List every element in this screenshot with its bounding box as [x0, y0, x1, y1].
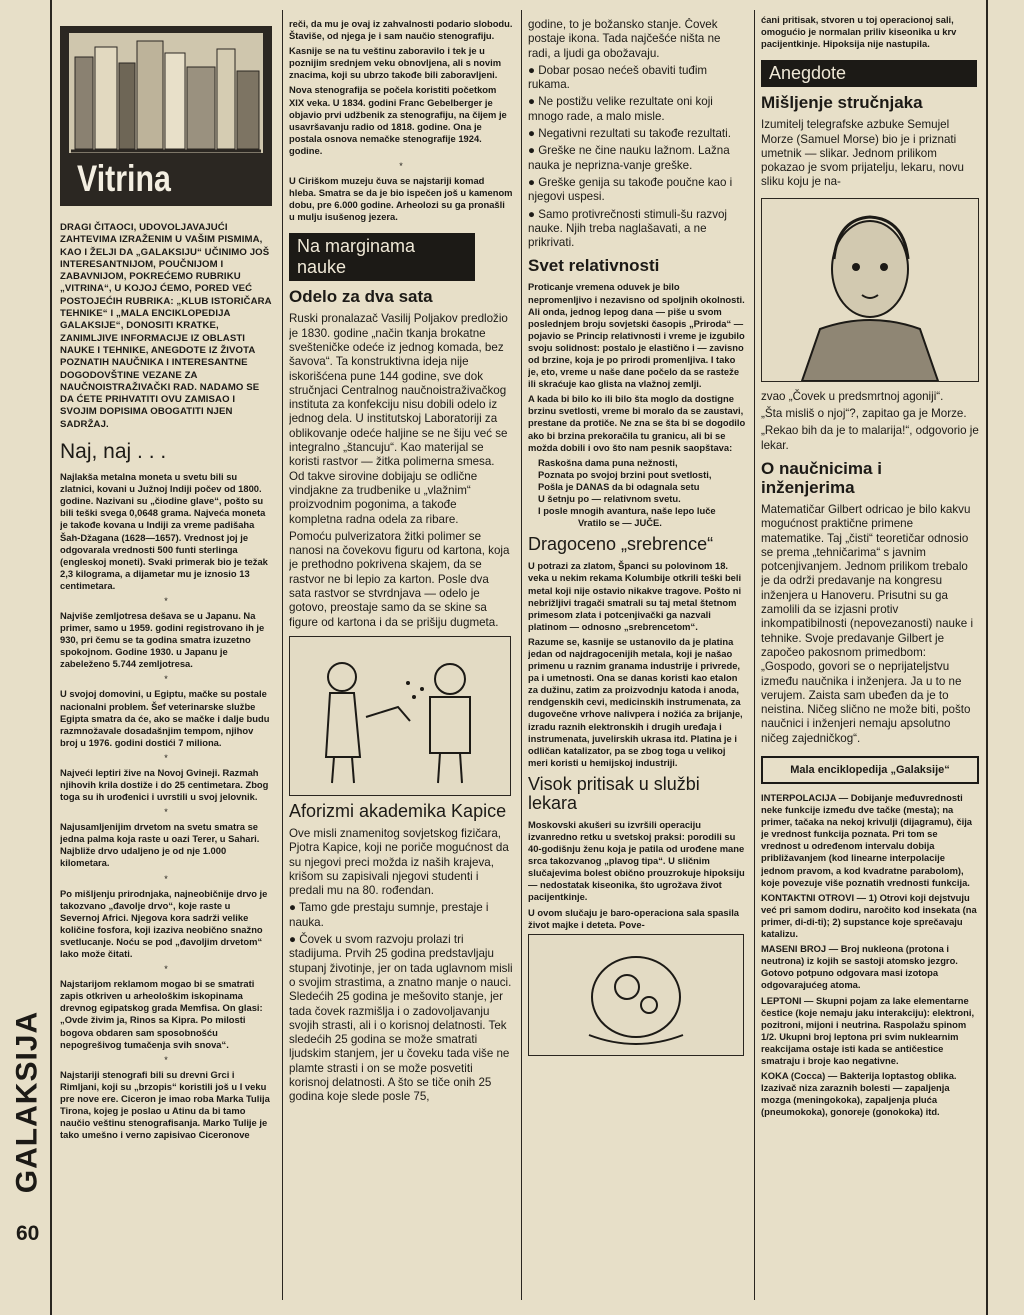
mother-baby-drawing — [529, 935, 743, 1055]
column-rule-3 — [754, 10, 755, 1300]
poem — [528, 457, 746, 530]
encyclopedia-entry: LEPTONI — Skupni pojam za lake elementarne čestice (koje nemaju jaku interakciju): elektroni, pozitroni, mijoni i neutrina. Raspolažu spinom 1/2. Ukupni broj leptona pri svim nuklearnim reakcijama ostaje isti kada se antičestice smatraju i broje kao negativne. — [761, 994, 975, 1066]
morse-portrait — [761, 198, 979, 382]
page-number: 60 — [16, 1222, 40, 1245]
separator-star: * — [164, 1054, 168, 1065]
pritisak-text: U ovom slučaju je baro-operaciona sala spasila život majke i deteta. Pove- — [528, 906, 740, 930]
misljenje-text: Izumitelj telegrafske azbuke Semujel Morze (Samuel Morse) bio je i priznati umetnik — slikar. Jednom prilikom pokazao je svom prijatelju, lekaru, novu sliku koju je na- — [761, 118, 964, 189]
aforizam: ● Greške genija su takođe poučne kao i njegovi uspesi. — [528, 176, 746, 205]
anegdote-band: Anegdote — [761, 60, 977, 87]
column-4 — [761, 14, 979, 1299]
encyclopedia-entry: KOKA (Cocca) — Bakterija loptastog oblika. Izazivač niza zaraznih bolesti — zapaljenja mozga (meningokoka), zapaljenja pluća (pneumokoka), gonoreje (gonokoka) itd. — [761, 1070, 957, 1118]
naj-item: Najstariji stenografi bili su drevni Grci i Rimljani, koji su „brzopis“ koristili još u I veku pre nove ere. Ciceron je imao roba Marka Tulija Tirona, kojeg je poslao u Atinu da bi tamo naučio veštinu stenografisanja. Marko Tulije je tako umešno i verno zapisivao Ciceronove — [60, 1068, 270, 1141]
aforizam: ● Negativni rezultati su takođe rezultati. — [528, 127, 746, 141]
encyclopedia-entry: MASENI BROJ — Broj nukleona (protona i neutrona) iz kojih se sastoji atomsko jezgro. Gotovo potpuno odgovara masi izotopa odgovarajućeg atoma. — [761, 943, 958, 991]
naj-item: Po mišljenju prirodnjaka, najneobičnije drvo je takozvano „đavolje drvo“, koje raste u Severnoj Africi. Njegova kora sadrži velike količine fosfora, koji izaziva neobično snažno svetlucanje. Noću se pod „đavoljim drvetom“ lako može čitati. — [60, 887, 268, 960]
poem-line: U šetnju po — relativnom svetu. — [538, 493, 681, 505]
misljenje-text: „Šta misliš o njoj“?, zapitao ga je Morze. — [761, 407, 967, 421]
misljenje-text: „Rekao bih da je to malarija!“, odgovorio je lekar. — [761, 424, 979, 452]
odelo-title: Odelo za dva sata — [289, 287, 433, 307]
misljenje-text: zvao „Čovek u predsmrtnoj agoniji“. — [761, 389, 944, 403]
svet-text: A kada bi bilo ko ili bilo šta moglo da dostigne brzinu svetlosti, vreme bi moralo da se zaustavi, prestane da protiče. Ne zna se šta bi se dogodilo ako bi brzina prekoračila tu granicu, ali bi se možda dobili i ovo što nam pesnik saopštava: — [528, 393, 746, 453]
bread-item: U Ciriškom muzeju čuva se najstariji komad hleba. Smatra se da je bio ispečen još u kamenom dobu, pre 6.000 godine. Arheolozi su ga pronašli u mulju isušenog jezera. — [289, 175, 513, 223]
baby-cartoon — [528, 934, 744, 1056]
cartoon-figures — [290, 637, 510, 795]
srebrence-text: U potrazi za zlatom, Španci su polovinom 18. veka u nekim rekama Kolumbije otkrili teški beli metal koji nije ostavio nikakve tragove. Pošto ni nebrižljivi tragači smatrali su taj metal štetnom primesom zlata i potcenjivački ga nazvali platinom — odnosno „srebrencetom“. — [528, 560, 742, 632]
clothing-cartoon — [289, 636, 511, 796]
naucnicima-title: O naučnicima i inženjerima — [761, 458, 882, 497]
odelo-text: Ruski pronalazač Vasilij Poljakov predložio je 1830. godine „način tkanja brokatne svešteničke odeće iz jednog komada, bez šavova“. Ta konstruktivna ideja nije iskorišćena pune 144 godine, sve dok stručnjaci Centralnog naučnoistraživačkog instituta za konfekciju nisu dobili odelo iz jednog dela. U institutskoj Laboratoriji za oblikovanje odeće haljine se ne šiju već se integralno „štancuju“. Kao materijal se koristi rastvor — žitka polimerna smesa. Od takve sirovine dobijaju se odlične vindjakne za trudbenike u „vlažnim“ proizvodnim pogonima, a takođe kompletna radna odela za ribare. — [289, 312, 508, 526]
column-rule-1 — [282, 10, 283, 1300]
aforizam: ● Čovek u svom razvoju prolazi tri stadijuma. Prvih 25 godina predstavljaju stupanj životinje, jer on tada uglavnom misli o svojim strastima, a znatno manje o nauci. Sledećih 25 godina je mešovito stanje, jer tada čovek razmišlja i o zadovoljavanju svojih strasti, ali i o korisnoj delatnosti. Tek sledećih 25 godina se može smatrati ljudskim stanjem, jer u čoveku tada više ne plamte strasti i on se može posvetiti korisnoj delatnosti. A što se tiče onih 25 godina koje slede posle 75, — [289, 933, 513, 1105]
odelo-text: Pomoću pulverizatora žitki polimer se nanosi na čovekovu figuru od kartona, koja je prethodno pokrivena skajem, da se rastvor ne bi lepio za karton. Posle dva sata rastvor se stvrdnjava — odelo je gotovo, preostaje samo da se skine sa figure od kartona i da se prišiju dugmeta. — [289, 529, 510, 629]
naj-item: Najveći leptiri žive na Novoj Gvineji. Razmah njihovih krila dostiže i do 25 centimetara. Zbog toga su ih urođenici i uvrstili u svoj jelovnik. — [60, 766, 269, 803]
editorial-intro: DRAGI ČITAOCI, UDOVOLJAVAJUĆI ZAHTEVIMA IZRAŽENIM U VAŠIM PISMIMA, KAO I ŽELJI DA „GALAKSIJU“ UČINIMO JOŠ INTERESANTNIJOM, POUČNIJOM I ZABAVNIJOM, POKREĆEMO RUBRIKU „VITRINA“, U KOJOJ ĆEMO, PORED VEĆ POSTOJEĆIH RUBRIKA: „KLUB ISTORIČARA TEHNIKE“ I „MALA ENCIKLOPEDIJA GALAKSIJE“, DONOSITI KRATKE, ZANIMLJIVE INFORMACIJE IZ OBLASTI NAUKE I TEHNIKE, ANEGDOTE IZ ŽIVOTA POZNATIH NAUČNIKA I INTERESANTNE DOGODOVŠTINE VEZANE ZA NAUČNOISTRAŽIVAČKI RAD. NADAMO SE DA ĆETE PRIHVATITI OVU ZAMISAO I SVOJIM DOPISIMA OBOGATITI NJEN SADRŽAJ. — [60, 222, 272, 430]
masthead-vertical — [12, 995, 42, 1210]
stenography-continued: reči, da mu je ovaj iz zahvalnosti podario slobodu. Štaviše, od njega je i sam naučio stenografiju. — [289, 18, 513, 42]
portrait-engraving — [762, 199, 978, 381]
naj-item: Najstarijom reklamom mogao bi se smatrati zapis otkriven u arheološkim iskopinama drevnog egipatskog grada Memfisa. On glasi: „Ovde živim ja, Rinos sa Kipra. Po milosti bogova obdaren sam sposobnošću nepogrešivog tumačenja svih snova“. — [60, 978, 263, 1050]
vitrina-header-image — [60, 26, 272, 206]
stenography-continued: Kasnije se na tu veštinu zaboravilo i tek je u poznijim srednjem veku obnovljena, ali s novim znacima, koji su ubrzo takođe bili zaboravljeni. — [289, 45, 502, 81]
aforizmi-title: Aforizmi akademika Kapice — [289, 800, 507, 821]
masthead-text: GALAKSIJA — [10, 1010, 44, 1194]
separator-star: * — [164, 964, 168, 975]
poem-line: Vratilo se — JUČE. — [578, 517, 662, 529]
poem-line: Raskošna dama puna nežnosti, — [538, 456, 678, 468]
srebrence-text: Razume se, kasnije se ustanovilo da je platina jedan od najdragocenijih metala, koji je našao primenu u raznim granama industrije i privrede, pa i umetnosti. Ona se danas koristi kao etalon za dužinu, zatim za proizvodnju katoda i anoda, rendgenskih cevi, medicinskih instrumenata, za dugovečne vrhove nalivpera i nožića za brijanje, izradu raznih elektronskih i drugih uređaja i instrumenata, juvelirskih ukrasa itd. Platina je i odličan katalizator, pa se zbog toga u velikoj meri koristi u hemijskoj industriji. — [528, 635, 743, 768]
na-marginama-band: Na marginama nauke — [289, 233, 475, 281]
pritisak-continued: ćani pritisak, stvoren u toj operacionoj sali, omogućio je normalan priliv kiseonika u krv pacijentkinje. Hipoksija nije nastupila. — [761, 14, 957, 50]
encyclopedia-box: Mala enciklopedija „Galaksije“ — [761, 756, 979, 784]
encyclopedia-entry: KONTAKTNI OTROVI — 1) Otrovi koji dejstvuju već pri samom dodiru, naročito kod insekata (na primer, di-di-ti); 2) supstance koje sprečavaju katalizu. — [761, 891, 977, 940]
aforizam: ● Dobar posao nećeš obaviti tuđim rukama. — [528, 64, 746, 93]
svet-relativnosti-title: Svet relativnosti — [528, 256, 660, 276]
naj-naj-title: Naj, naj . . . — [60, 440, 167, 464]
pritisak-title: Visok pritisak u službi lekara — [528, 773, 700, 813]
separator-star: * — [399, 161, 403, 172]
misljenje-title: Mišljenje stručnjaka — [761, 93, 923, 113]
column-rule-2 — [521, 10, 522, 1300]
aforizam: ● Ne postižu velike rezultate oni koji mnogo rade, a malo misle. — [528, 95, 746, 124]
separator-star: * — [164, 807, 168, 818]
poem-line: Poznata po svojoj brzini pout svetlosti, — [538, 468, 712, 480]
naj-item: Najlakša metalna moneta u svetu bili su zlatnici, kovani u Južnoj Indiji počev od 1800. godine. Nazivani su „čiodine glave“, pošto su bili teški svega 0,0648 grama. Najveća moneta je takođe kovana u Indiji za vreme padišaha Šah-Džagana (1628—1657). Vrednost joj je odgovarala vrednosti 500 funti sterlinga (engleskoj moneti). Svaki primerak bio je težak 2,3 kilograma, a dijametar mu je iznosio 13 centimetara. — [60, 471, 268, 591]
naj-item: Najviše zemljotresa dešava se u Japanu. Na primer, samo u 1959. godini registrovano ih je 930, pri čemu se ta godina smatra izuzetno spokojnom. Godine 1930. u Japanu je zabeleženo 5.744 zemljotresa. — [60, 609, 265, 670]
separator-star: * — [164, 674, 168, 685]
pritisak-text: Moskovski akušeri su izvršili operaciju izvanredno retku u svetskoj praksi: porodili su 40-godišnju ženu koja je patila od urođene mane srca takozvanog „plavog tipa“. U sličnim slučajevima bolest obično prouzrokuje hipoksiju — nedostatak kiseonika, što ugrožava život pacijentkinje. — [528, 818, 745, 903]
vitrina-title: Vitrina — [77, 158, 171, 199]
encyclopedia-entry: INTERPOLACIJA — Dobijanje međuvrednosti neke funkcije između dve tačke (mesta); na primer, tačaka na nekoj krivulji (dijagramu), čija je vrednost funkcija poznata. Pri tom se vrednost u određenom intervalu dobija približavanjem (kod linearne interpolacije jednom pravom, a kod kvadratne parabolom), koje povezuje više poznatih vrednosti funkcija. — [761, 792, 973, 888]
naucnicima-text: Matematičar Gilbert odricao je bilo kakvu mogućnost praktične primene matematike. Taj „čisti“ teoretičar odnosio se prema „tehničarima“ s javnim potcenjivanjem. Jednom prilikom trebalo je da održi predavanje na kongresu inženjera u Hanoveru. Prisutni su ga zamolili da se izjasni protiv inkompatibilnosti (nepovezanosti) nauke i tehnike. Svoje predavanje Gilbert je započeo pakosnom primedbom: „Gospodo, govori se o neprijateljstvu između naučnika i inženjera. Ja u to ne verujem. Zaista sam ubeđen da je to neistina. Ničeg slično ne može biti, pošto naučnici i inženjeri nemaju apsolutno ničeg zajedničkog“. — [761, 502, 974, 745]
naj-item: U svojoj domovini, u Egiptu, mačke su postale nacionalni problem. Šef veterinarske službe Egipta smatra da će, ako se mačke i dalje budu razmnožavale dosadašnjim tempom, njihov broj u 1976. godini dostići 7 miliona. — [60, 688, 270, 748]
separator-star: * — [164, 752, 168, 763]
page-left-rule — [50, 0, 52, 1315]
column-3 — [528, 18, 746, 1298]
separator-star: * — [164, 873, 168, 884]
poem-line: I posle mnogih avantura, naše lepo luče — [538, 505, 716, 517]
aforizmi-continued: godine, to je božansko stanje. Čovek postaje ikona. Tada najčešće ništa ne radi, a ljudi ga obožavaju. — [528, 18, 721, 60]
poem-line: Pošla je DANAS da bi odagnala setu — [538, 480, 700, 492]
srebrence-title: Dragoceno „srebrence“ — [528, 534, 714, 555]
naj-item: Najusamljenijim drvetom na svetu smatra se jedna palma koja raste u oazi Terer, u Sahari. Najbliže drvo udaljeno je od nje 1.000 kilometara. — [60, 821, 260, 869]
aforizam: ● Tamo gde prestaju sumnje, prestaje i nauka. — [289, 901, 513, 930]
column-2 — [289, 18, 513, 1298]
svet-text: Proticanje vremena oduvek je bilo nepromenljivo i nezavisno od spoljnih okolnosti. Ali onda, jednog lepog dana — piše u svom poslednjem broju sovjetski časopis „Priroda“ — pojavio se Princip relativnosti i vreme je izgubilo svoju solidnost: postalo je elastično i — zavisno od brzine, koja je po prirodi promenljiva. I tako je, eto, vreme u naše dane počelo da se rasteže ili skraćuje kao glista na vlažnoj zemlji. — [528, 281, 745, 390]
stenography-continued: Nova stenografija se počela koristiti početkom XIX veka. U 1834. godini Franc Gebelberger je objavio prvi udžbenik za stenografiju, na čijem je usavršavanju radio od 1818. godine. Ona je postala osnova nemačke stenografije 1924. godine. — [289, 84, 507, 156]
separator-star: * — [164, 595, 168, 606]
column-1 — [60, 26, 272, 1296]
aforizmi-intro: Ove misli znamenitog sovjetskog fizičara, Pjotra Kapice, koji ne poriče mogućnost da su njegovi preci možda iz naših krajeva, krišom su zapisivali njegovi studenti i predali mu na 80. rođendan. — [289, 826, 509, 898]
page-right-rule — [986, 0, 988, 1315]
aforizam: ● Greške ne čine nauku lažnom. Lažna nauka je neprizna-vanje greške. — [528, 144, 746, 173]
aforizam: ● Samo protivrečnosti stimuli-šu razvoj nauke. Njih treba naglašavati, a ne prikrivati. — [528, 208, 746, 251]
